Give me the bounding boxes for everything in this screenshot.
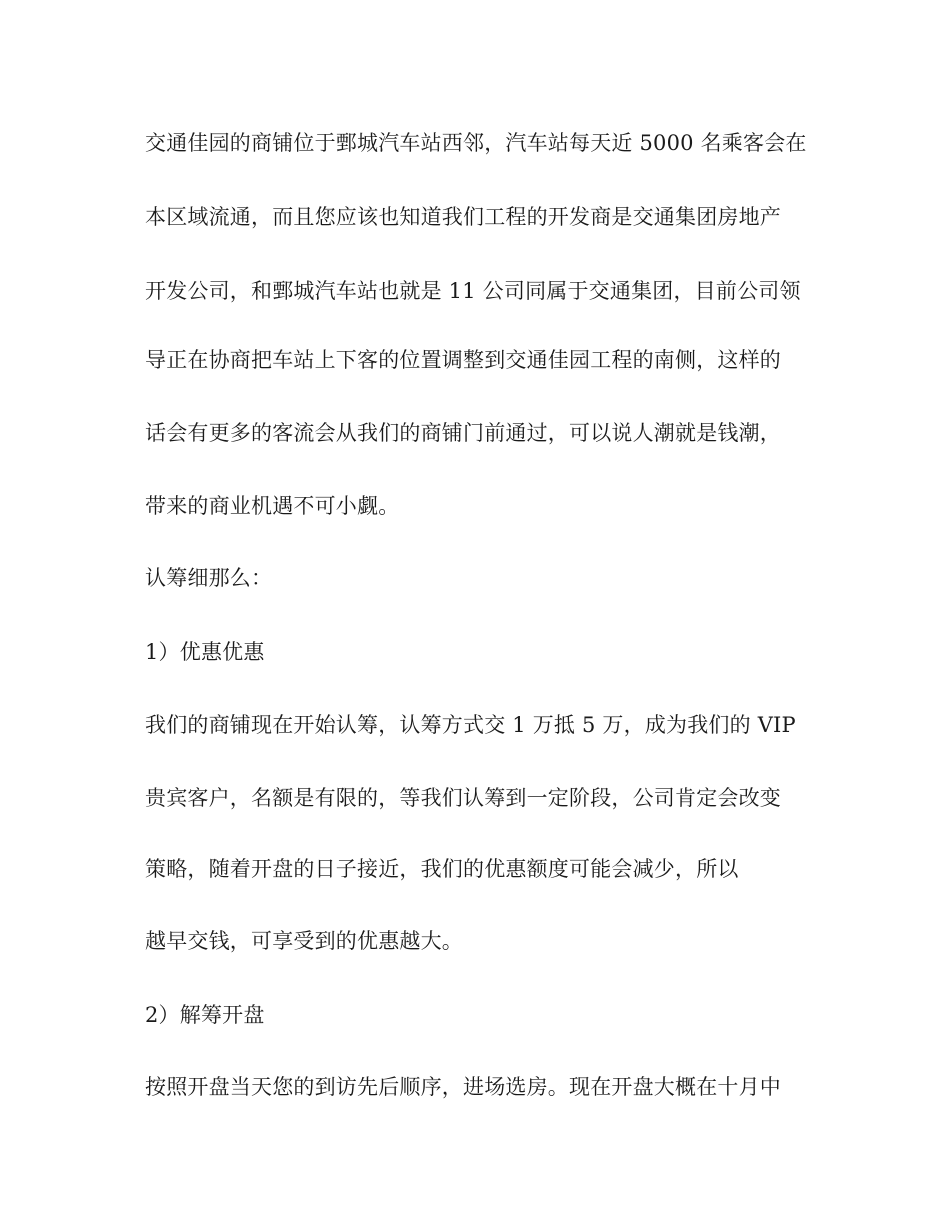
text-line: 越早交钱，可享受到的优惠越大。 (145, 929, 463, 953)
text-line: 话会有更多的客流会从我们的商铺门前通过，可以说人潮就是钱潮， (145, 421, 781, 445)
text-line: 本区域流通，而且您应该也知道我们工程的开发商是交通集团房地产 (145, 205, 781, 229)
text-line: 交通佳园的商铺位于鄄城汽车站西邻，汽车站每天近 5000 名乘客会在 (145, 131, 807, 155)
text-line: 策略，随着开盘的日子接近，我们的优惠额度可能会减少，所以 (145, 857, 739, 881)
list-heading: 2）解筹开盘 (145, 1003, 265, 1027)
text-line: 导正在协商把车站上下客的位置调整到交通佳园工程的南侧，这样的 (145, 348, 781, 372)
text-line: 开发公司，和鄄城汽车站也就是 11 公司同属于交通集团，目前公司领 (145, 279, 801, 303)
text-line: 按照开盘当天您的到访先后顺序，进场选房。现在开盘大概在十月中 (145, 1075, 781, 1099)
text-line: 我们的商铺现在开始认筹，认筹方式交 1 万抵 5 万，成为我们的 VIP (145, 713, 796, 737)
list-heading: 1）优惠优惠 (145, 640, 265, 664)
text-line: 带来的商业机遇不可小觑。 (145, 494, 400, 518)
text-line: 贵宾客户，名额是有限的，等我们认筹到一定阶段，公司肯定会改变 (145, 786, 781, 810)
section-heading: 认筹细那么： (145, 566, 273, 590)
